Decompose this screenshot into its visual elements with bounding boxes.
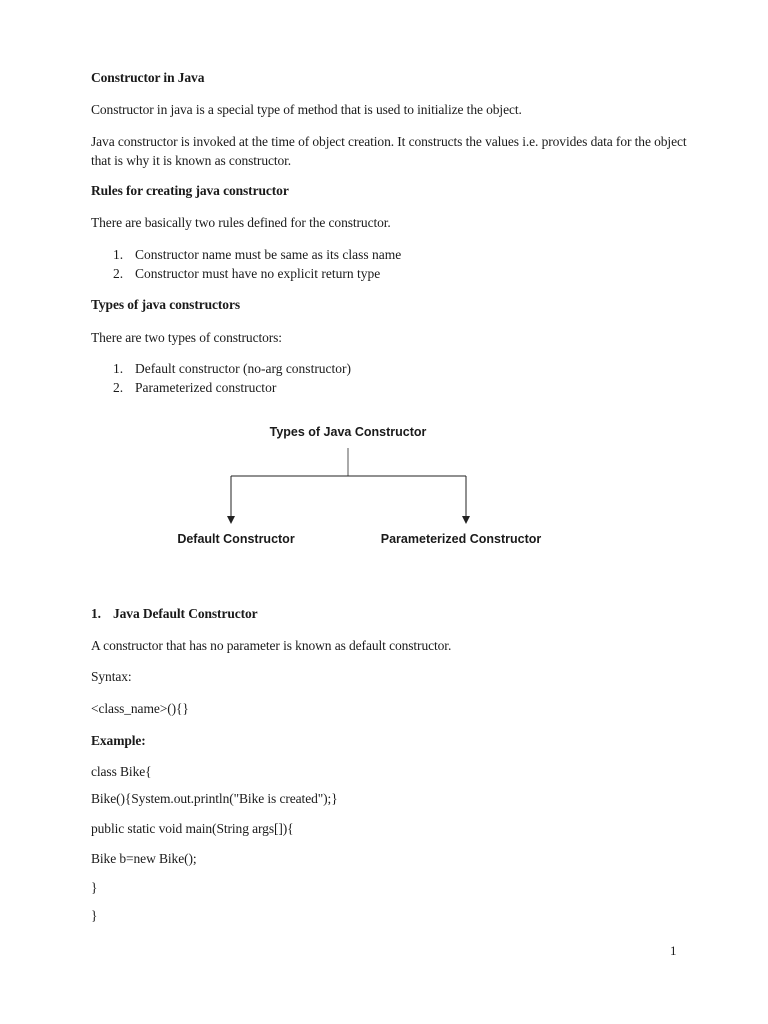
constructor-types-diagram (160, 418, 580, 558)
code-line: Bike b=new Bike(); (91, 851, 197, 866)
default-constructor-definition: A constructor that has no parameter is known as default constructor. (91, 638, 452, 653)
code-line: } (91, 880, 98, 895)
list-item (113, 246, 401, 264)
list-number: 1. (113, 361, 124, 376)
code-line: } (91, 908, 98, 923)
list-text: Constructor name must be same as its class name (135, 247, 402, 262)
code-line: class Bike{ (91, 764, 152, 779)
list-text: Constructor must have no explicit return type (135, 266, 381, 281)
rules-heading: Rules for creating java constructor (91, 183, 289, 198)
rules-intro: There are basically two rules defined for the constructor. (91, 215, 391, 230)
arrow-down-icon (227, 516, 235, 524)
section-number: 1. (91, 606, 101, 621)
list-item (113, 265, 380, 283)
list-number: 1. (113, 247, 124, 262)
section-title: Java Default Constructor (113, 606, 258, 621)
list-number: 2. (113, 380, 124, 395)
list-item (113, 360, 351, 378)
list-text: Default constructor (no-arg constructor) (135, 361, 352, 376)
list-item (113, 379, 276, 397)
diagram-left-label: Default Constructor (177, 532, 295, 546)
page-title: Constructor in Java (91, 70, 205, 85)
syntax-code: <class_name>(){} (91, 701, 189, 716)
types-intro: There are two types of constructors: (91, 330, 282, 345)
section-heading (91, 605, 258, 623)
list-text: Parameterized constructor (135, 380, 277, 395)
arrow-down-icon (462, 516, 470, 524)
diagram-root-label: Types of Java Constructor (269, 425, 427, 439)
intro-paragraph: Constructor in java is a special type of method that is used to initialize the object. (91, 102, 522, 117)
syntax-label: Syntax: (91, 669, 132, 684)
types-heading: Types of java constructors (91, 297, 241, 312)
code-line: public static void main(String args[]){ (91, 821, 294, 836)
code-line: Bike(){System.out.println("Bike is created");} (91, 791, 338, 806)
example-label: Example: (91, 733, 146, 748)
description-paragraph: Java constructor is invoked at the time of object creation. It constructs the values i.e. provides data for the object that is why it is known as constructor. (91, 134, 687, 168)
diagram-right-label: Parameterized Constructor (380, 532, 542, 546)
page-number: 1 (670, 943, 677, 958)
list-number: 2. (113, 266, 124, 281)
